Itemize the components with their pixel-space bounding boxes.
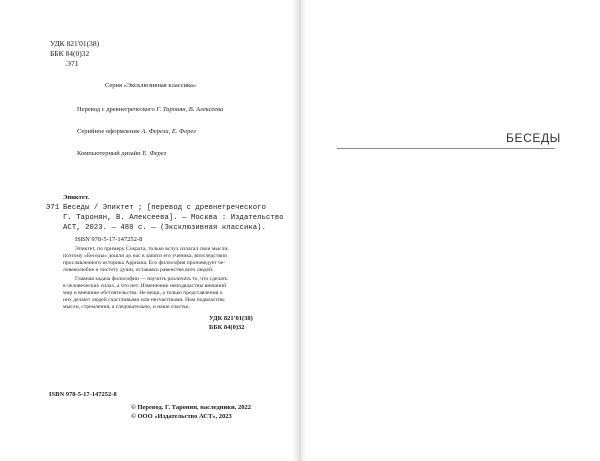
translation-prefix: Перевод с древнегреческого — [77, 106, 157, 113]
serial-design-prefix: Серийное оформление — [77, 128, 142, 135]
author-sign-top: Э71 — [66, 59, 79, 68]
annotation-line-8: них делают людей счастливыми или несчастными. Нам подвластны — [63, 297, 225, 303]
translation-line — [77, 106, 223, 114]
biblio-line-1: Беседы / Эпиктет ; [перевод с древнегреческого — [63, 204, 267, 212]
isbn-bottom: ISBN 978-5-17-147252-8 — [49, 391, 117, 398]
annotation-line-3: прославленного историка Арриана. Его философия проповедует че- — [63, 260, 226, 266]
serial-design-line — [77, 128, 196, 136]
computer-design-line — [77, 150, 166, 158]
biblio-line-3: АСТ, 2023. — 480 с. — (Эксклюзивная классика). — [63, 224, 267, 232]
half-title: БЕСЕДЫ — [506, 131, 561, 145]
copyright-publisher: © ООО «Издательство АСТ», 2023 — [131, 413, 232, 420]
annotation-line-6: в человеческих силах, а что нет. Изменению неподвластны внешний — [63, 283, 227, 289]
annotation-line-1: Эпиктет, по примеру Сократа, только вслух излагал свои мысли, — [75, 246, 229, 252]
biblio-author: Эпиктет. — [63, 194, 90, 201]
biblio-line-2: Г. Таронян, В. Алексеева]. — Москва : Издательство — [63, 214, 284, 222]
computer-designer-name: Е. Ферез — [142, 150, 167, 157]
bbk-code-top: ББК 84(0)32 — [50, 49, 90, 58]
udc-code-top: УДК 821'01(38) — [50, 39, 100, 48]
biblio-sign: Э71 — [46, 204, 60, 212]
bbk-code-bottom: ББК 84(0)32 — [209, 324, 245, 331]
annotation-line-4: ловеколюбие и чистоту души, оставаясь равенство всех людей. — [63, 267, 214, 273]
annotation-line-2: поэтому «Беседы» дошли до нас в записи его ученика, впоследствии — [63, 253, 227, 259]
biblio-isbn: ISBN 978-5-17-147252-8 — [75, 236, 143, 243]
annotation-line-7: мир и внешние обстоятельства. Не вещи, а только представления о — [63, 290, 223, 296]
serial-designer-names: А. Фереза, Е. Ферез — [141, 128, 196, 135]
annotation-line-9: мысли, стремления, а следовательно, и наше счастье. — [63, 304, 190, 310]
right-page — [300, 0, 600, 461]
udc-code-bottom: УДК 821'01(38) — [209, 315, 253, 322]
series-line: Серия «Эксклюзивная классика» — [105, 82, 197, 89]
computer-design-prefix: Компьютерный дизайн — [77, 150, 143, 157]
translator-names: Г. Таронян, В. Алексеева — [156, 106, 224, 113]
annotation-line-5: Главная задача философии — научить различать то, что сделать — [75, 276, 228, 282]
title-rule — [337, 148, 555, 149]
copyright-translation: © Перевод. Г. Таронян, наследники, 2022 — [131, 404, 252, 411]
book-gutter — [292, 0, 308, 461]
